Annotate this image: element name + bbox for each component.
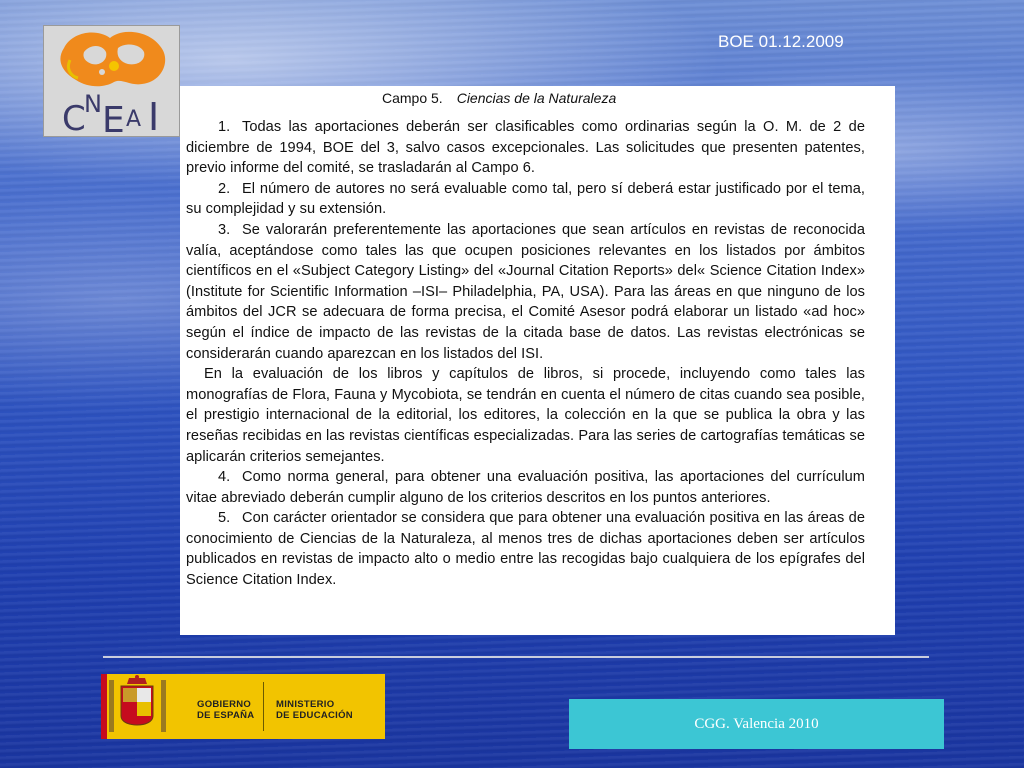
logo-e: E <box>102 100 125 137</box>
paragraph-number: 5. <box>218 510 231 527</box>
boe-date-label: BOE 01.12.2009 <box>718 32 844 51</box>
paragraph-number: 1. <box>218 119 231 135</box>
paragraph-text: El número de autores no será evaluable como tal, pero sí deberá estar justificado por el tema, su complejidad y su extensión. <box>186 180 865 218</box>
paragraph-3 <box>186 220 865 364</box>
paragraph-number: 4. <box>218 469 231 486</box>
paragraph-number: 2. <box>218 180 231 197</box>
paragraph-text: Todas las aportaciones deberán ser clasificables como ordinarias según la O. M. de 2 de diciembre de 1994, BOE del 3, salvo casos excepcionales. Las solicitudes que presenten patentes, previo informe del comité, se trasladarán al Campo 6. <box>186 119 865 177</box>
paragraph-text: Con carácter orientador se considera que para obtener una evaluación positiva en las áreas de conocimiento de Ciencias de la Naturaleza, al menos tres de dichas aportaciones deben ser artículos publicados en revistas de impacto alto o medio entre las recogidas bajo cualquiera de los epígrafes del Science Citation Index. <box>186 510 865 589</box>
footer-divider <box>103 656 929 658</box>
heading-title: Ciencias de la Naturaleza <box>456 90 617 106</box>
logo-a: A <box>126 107 142 132</box>
paragraph-text: Se valorarán preferentemente las aportaciones que sean artículos en revistas de reconocida valía, aceptándose como tales las que ocupen posiciones relevantes en los listados por ámbitos científicos en el «Subject Category Listing» del «Journal Citation Reports» del« Science Citation Index» (Institute for Scientific Information –ISI– Philadelphia, PA, USA). Para las áreas en que ninguno de los ámbitos del JCR se adecuara de forma precisa, el Comité Asesor podrá elaborar un listado «ad hoc» según el índice de impacto de las revistas de la citada base de datos. Las revistas electrónicas se considerarán cuando aparezcan en los listados del ISI. <box>186 221 865 362</box>
ministerio-label: MINISTERIO DE EDUCACIÓN <box>276 699 353 721</box>
paragraph-1 <box>186 117 865 179</box>
cneai-logo <box>43 25 180 137</box>
document-heading <box>186 90 865 107</box>
document-excerpt <box>180 86 895 635</box>
paragraph-2 <box>186 179 865 220</box>
gobierno-espana-logo <box>101 674 385 739</box>
logo-i: I <box>148 95 160 137</box>
gobierno-label: GOBIERNO DE ESPAÑA <box>197 699 255 721</box>
paragraph-number: 3. <box>218 221 231 238</box>
paragraph-text: Como norma general, para obtener una evaluación positiva, las aportaciones del currículum vitae abreviado deberán cumplir alguno de los criterios descritos en los puntos anteriores. <box>186 469 865 506</box>
cneai-logo-graphic <box>44 26 180 137</box>
paragraph-5 <box>186 508 865 590</box>
event-label-box <box>569 699 944 749</box>
paragraph-3b <box>186 364 865 467</box>
event-label: CGG. Valencia 2010 <box>694 715 819 732</box>
logo-n: N <box>84 90 102 118</box>
paragraph-4 <box>186 467 865 508</box>
coat-of-arms-icon <box>101 674 191 739</box>
heading-campo: Campo 5. <box>382 90 443 106</box>
logo-c: C <box>62 99 86 137</box>
logo-divider <box>263 682 264 731</box>
paragraph-text: En la evaluación de los libros y capítulos de libros, si procede, incluyendo como tales las monografías de Flora, Fauna y Mycobiota, se tendrán en cuenta el número de citas cuando sea posible, el prestigio internacional de la editorial, los editores, la colección en la que se publica la obra y las reseñas recibidas en las revistas científicas especializadas. Para las series de cartografías temáticas se aplicarán criterios semejantes. <box>186 366 865 465</box>
